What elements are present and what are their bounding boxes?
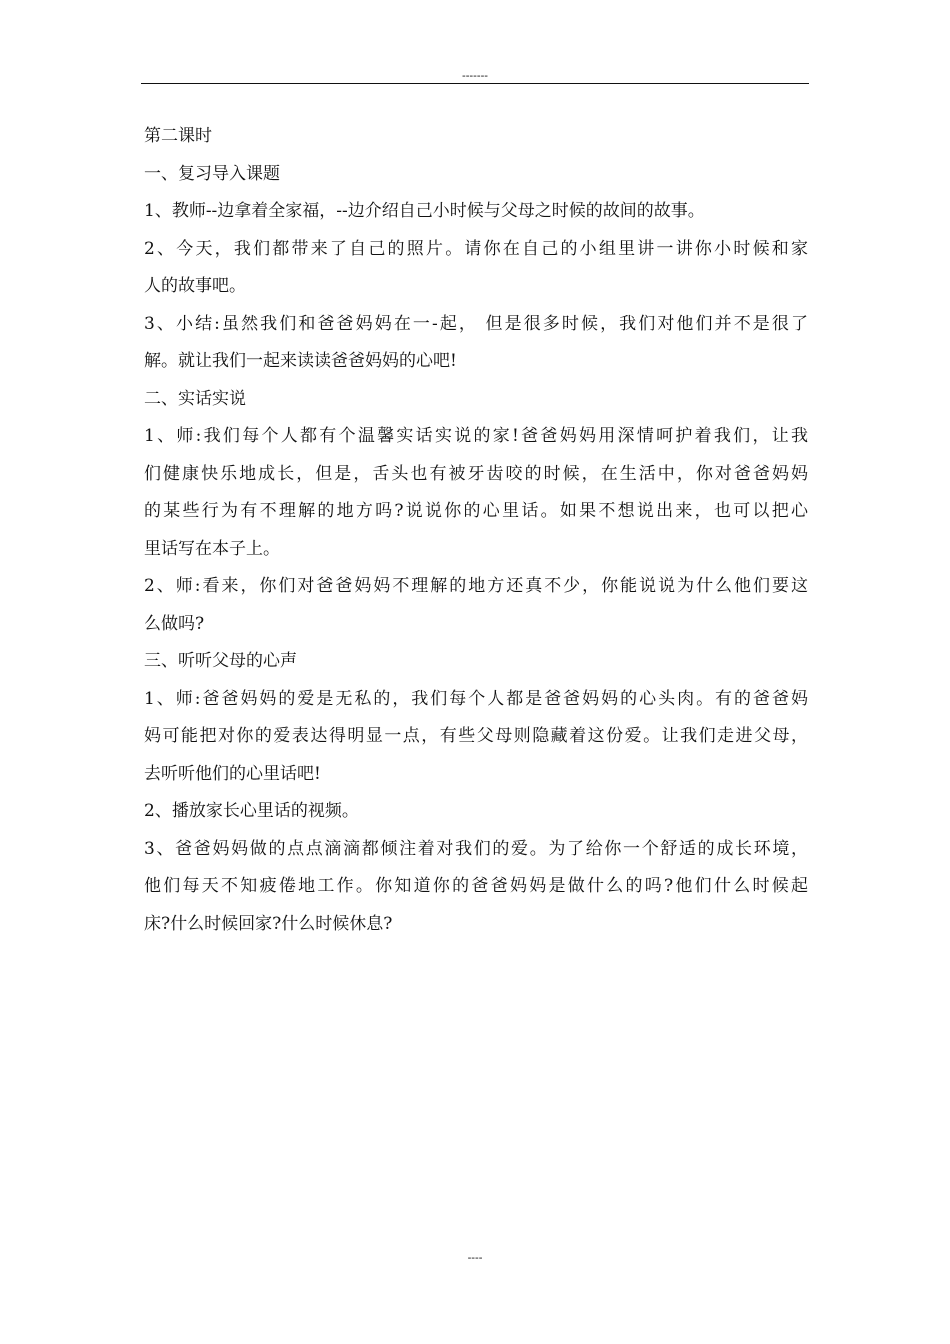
header-rule: [141, 83, 809, 84]
text-line: 他们每天不知疲倦地工作。你知道你的爸爸妈妈是做什么的吗?他们什么时候起: [144, 876, 808, 896]
text-line: 妈可能把对你的爱表达得明显一点，有些父母则隐藏着这份爱。让我们走进父母，: [144, 726, 808, 746]
text-line: 2、播放家长心里话的视频。: [144, 801, 359, 821]
text-line: 1、师:我们每个人都有个温馨实话实说的家!爸爸妈妈用深情呵护着我们，让我: [144, 426, 808, 446]
text-line: 里话写在本子上。: [144, 538, 280, 559]
document-body: [144, 118, 808, 943]
text-line: 去听听他们的心里话吧!: [144, 763, 321, 784]
text-line: 的某些行为有不理解的地方吗?说说你的心里话。如果不想说出来，也可以把心: [144, 501, 808, 521]
text-line: 3、小结:虽然我们和爸爸妈妈在一-起， 但是很多时候，我们对他们并不是很了: [144, 313, 808, 334]
text-line: 二、实话实说: [144, 388, 246, 409]
text-line: 三、听听父母的心声: [144, 651, 297, 671]
text-line: 第二课时: [144, 126, 212, 146]
header-mark: -------: [461, 69, 489, 82]
text-line: 1、师:爸爸妈妈的爱是无私的，我们每个人都是爸爸妈妈的心头肉。有的爸爸妈: [144, 688, 808, 709]
footer-mark: ----: [467, 1251, 483, 1264]
text-line: 人的故事吧。: [144, 276, 246, 296]
text-line: 们健康快乐地成长，但是，舌头也有被牙齿咬的时候，在生活中，你对爸爸妈妈: [144, 463, 808, 484]
text-line: 么做吗?: [144, 613, 205, 634]
text-line: 2、师:看来，你们对爸爸妈妈不理解的地方还真不少，你能说说为什么他们要这: [144, 576, 808, 596]
text-line: 3、爸爸妈妈做的点点滴滴都倾注着对我们的爱。为了给你一个舒适的成长环境，: [144, 838, 808, 859]
text-line: 2、今天，我们都带来了自己的照片。请你在自己的小组里讲一讲你小时候和家: [144, 238, 808, 259]
text-line: 床?什么时候回家?什么时候休息?: [144, 913, 393, 934]
text-line: 解。就让我们一起来读读爸爸妈妈的心吧!: [144, 351, 457, 371]
text-line: 一、复习导入课题: [144, 163, 280, 184]
text-line: 1、教师--边拿着全家福，--边介绍自己小时候与父母之时候的故间的故事。: [144, 201, 705, 221]
